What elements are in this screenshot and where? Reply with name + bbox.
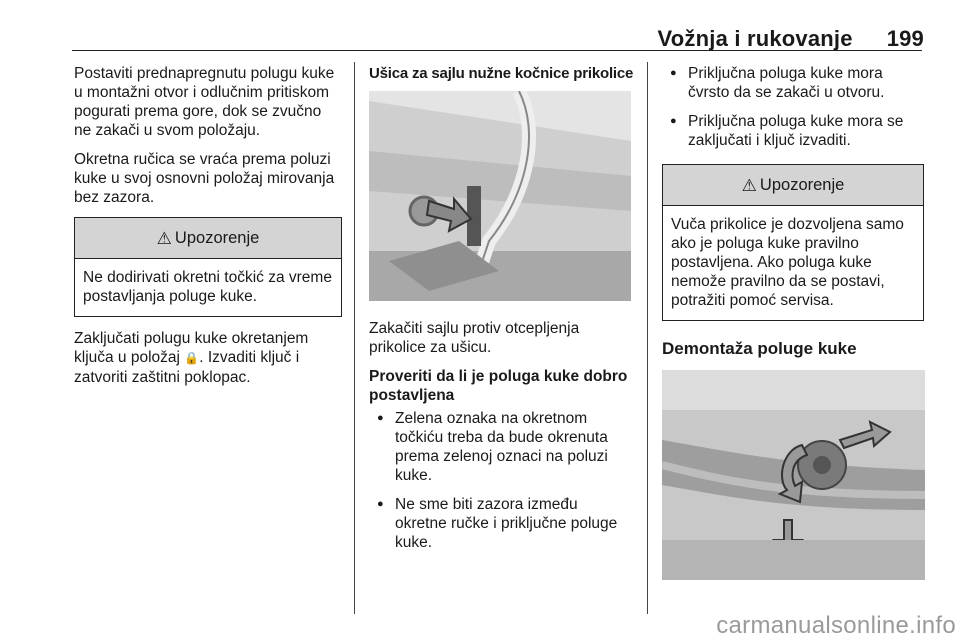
- check-title: Proveriti da li je poluga kuke dobro postavljena: [369, 368, 628, 404]
- watermark: carmanualsonline.info: [716, 612, 956, 639]
- column-1: [74, 64, 342, 397]
- lock-text-b: . Izvaditi ključ i zatvoriti zaštitni poklopac.: [74, 349, 300, 386]
- column-divider-2: [647, 62, 648, 614]
- warning-title: Upozorenje: [174, 228, 260, 247]
- lock-text-a: Zaključati polugu kuke okretanjem ključa u položaj: [74, 330, 309, 366]
- warning-box: [74, 217, 342, 317]
- warning-text-2: Vuča prikolice je dozvoljena samo ako je poluga kuke pravilno postavljena. Ako poluga kuke nemože pravilno da se postavi, potražiti pomoć servisa.: [671, 216, 904, 309]
- warning-box-2: [662, 164, 924, 321]
- section-heading-removal: Demontaža poluge kuke: [662, 339, 857, 358]
- paragraph-insert-lever: Postaviti prednapregnutu polugu kuke u montažni otvor i odlučnim pritiskom pogurati prema gore, dok se zvučno ne zakači u svom položaju.: [74, 65, 335, 139]
- column-2: [369, 64, 633, 562]
- bullet-green-mark: ● Zelena oznaka na okretnom točkiću treba da bude okrenuta prema zelenoj oznaci na poluzi kuke.: [369, 409, 633, 485]
- warning-header-2: [663, 165, 923, 206]
- warning-text: Ne dodirivati okretni točkić za vreme postavljanja poluge kuke.: [83, 269, 332, 305]
- bullet-lever-engage: ● Priključna poluga kuke mora čvrsto da se zakači u otvoru.: [662, 64, 924, 102]
- section-heading-eye: Ušica za sajlu nužne kočnice prikolice: [369, 65, 634, 82]
- bullet-no-gap: ● Ne sme biti zazora između okretne ručke i priključne poluge kuke.: [369, 495, 633, 552]
- column-divider-1: [354, 62, 355, 614]
- photo-trailer-eye-drawing: [369, 91, 631, 301]
- warning-header: [75, 218, 341, 259]
- header-rule: [72, 50, 922, 51]
- warning-icon: ⚠: [156, 228, 172, 248]
- photo-trailer-eye: [369, 91, 631, 301]
- bullet-lever-lock: ● Priključna poluga kuke mora se zaključati i ključ izvaditi.: [662, 112, 924, 150]
- column-3: [662, 64, 924, 580]
- page-number: 199: [886, 26, 924, 51]
- photo-lever-removal: [662, 370, 925, 580]
- paragraph-handle-returns: Okretna ručica se vraća prema poluzi kuke u svoj osnovni položaj mirovanja bez zazora.: [74, 151, 335, 206]
- header-title: Vožnja i rukovanje: [657, 26, 853, 51]
- warning-icon-2: ⚠: [741, 175, 757, 195]
- page-header: [658, 26, 924, 52]
- warning-title-2: Upozorenje: [759, 175, 845, 194]
- lock-icon: 🔒: [184, 351, 200, 365]
- paragraph-lock-key: [74, 329, 342, 387]
- photo-lever-removal-drawing: [662, 370, 925, 580]
- caption-attach-cable: Zakačiti sajlu protiv otcepljenja prikolice za ušicu.: [369, 320, 580, 356]
